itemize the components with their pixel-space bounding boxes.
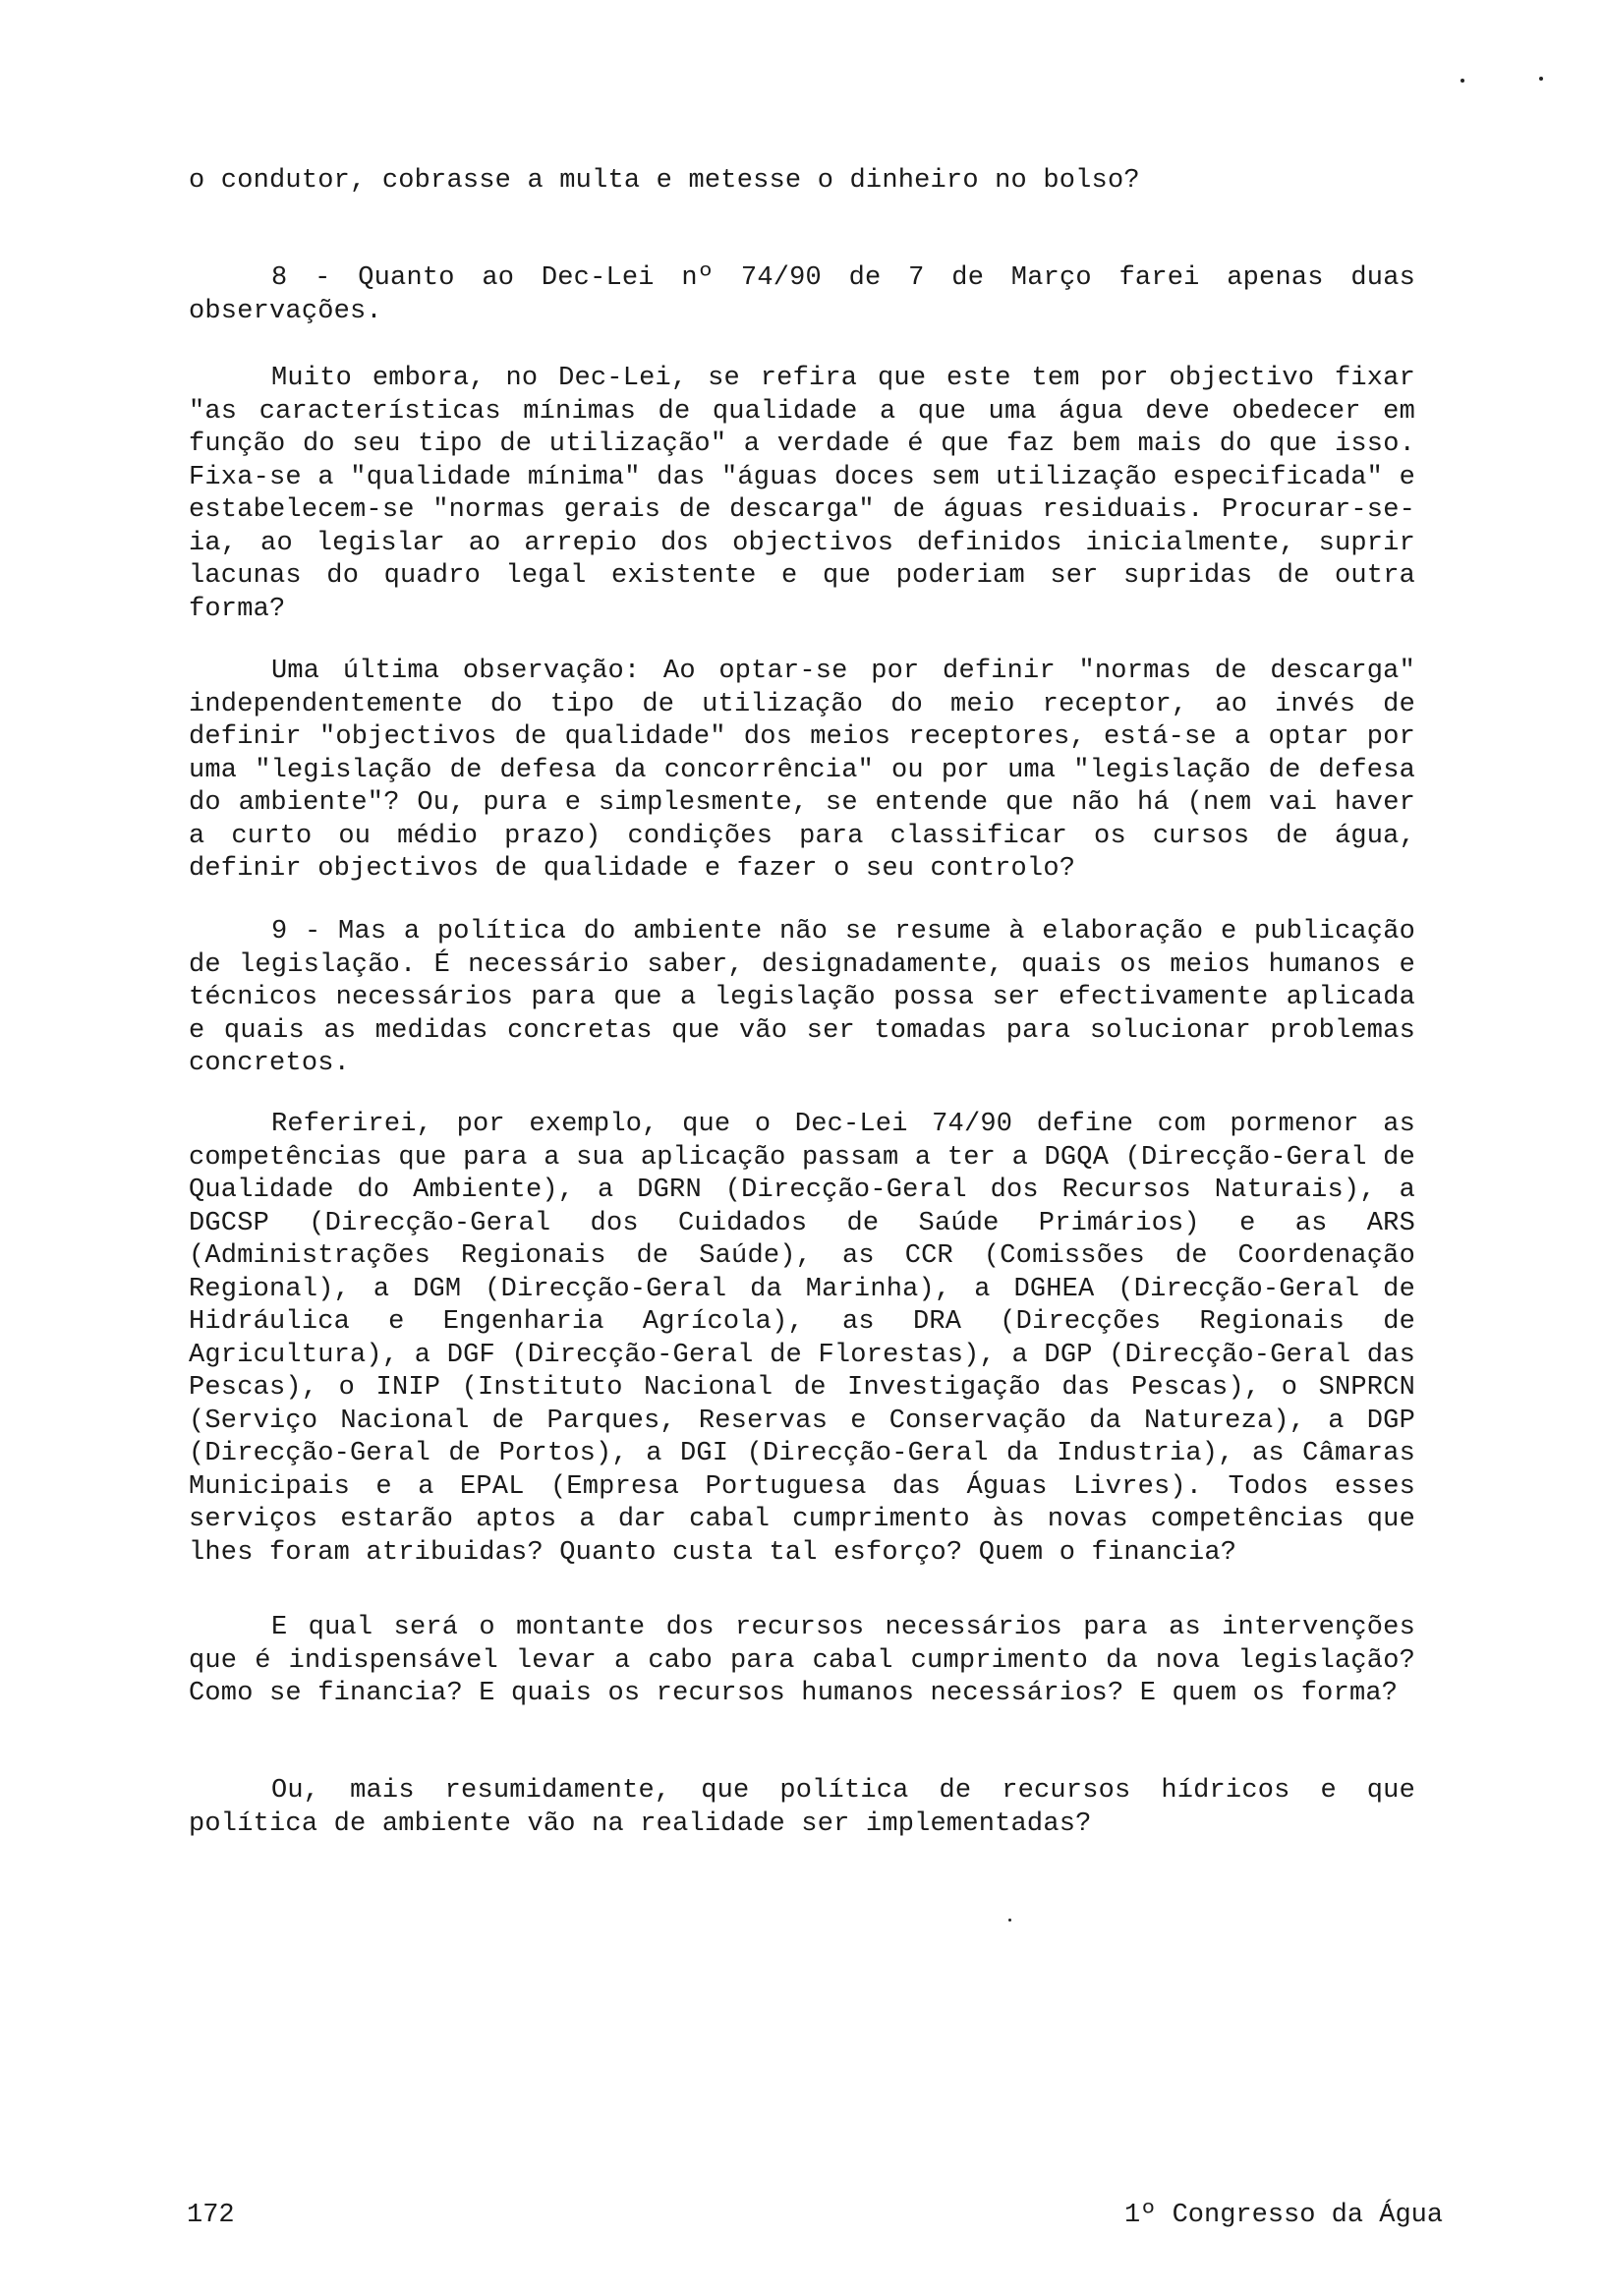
paragraph-decree-scope: Muito embora, no Dec-Lei, se refira que este tem por objectivo fixar "as características mínimas de qualidade a que uma água deve obedecer em função do seu tipo de utilização" a verdade é que faz bem mais do que isso. Fixa-se a "qualidade mínima" das "águas doces sem utilização especificada" e estabelecem-se "normas gerais de descarga" de águas residuais. Procurar-se-ia, ao legislar ao arrepio dos objectivos definidos inicialmente, suprir lacunas do quadro legal existente e que poderiam ser supridas de outra forma? [189,364,1415,624]
paragraph-item-8: 8 - Quanto ao Dec-Lei nº 74/90 de 7 de Março farei apenas duas observações. [189,263,1415,326]
paragraph-competences: Referirei, por exemplo, que o Dec-Lei 74/90 define com pormenor as competências que para a sua aplicação passam a ter a DGQA (Direcção-Geral de Qualidade do Ambiente), a DGRN (Direcção-Geral dos Recursos Naturais), a DGCSP (Direcção-Geral dos Cuidados de Saúde Primários) e as ARS (Administrações Regionais de Saúde), as CCR (Comissões de Coordenação Regional), a DGM (Direcção-Geral da Marinha), a DGHEA (Direcção-Geral de Hidráulica e Engenharia Agrícola), as DRA (Direcções Regionais de Agricultura), a DGF (Direcção-Geral de Florestas), a DGP (Direcção-Geral das Pescas), o INIP (Instituto Nacional de Investigação das Pescas), o SNPRCN (Serviço Nacional de Parques, Reservas e Conservação da Natureza), a DGP (Direcção-Geral de Portos), a DGI (Direcção-Geral da Industria), as Câmaras Municipais e a EPAL (Empresa Portuguesa das Águas Livres). Todos esses serviços estarão aptos a dar cabal cumprimento às novas competências que lhes foram atribuidas? Quanto custa tal esforço? Quem o financia? [189,1110,1415,1568]
paragraph-continuation: o condutor, cobrasse a multa e metesse o dinheiro no bolso? [189,166,1140,196]
paragraph-item-9: 9 - Mas a política do ambiente não se resume à elaboração e publicação de legislação. É necessário saber, designadamente, quais os meios humanos e técnicos necessários para que a legislação possa ser efectivamente aplicada e quais as medidas concretas que vão ser tomadas para solucionar problemas concretos. [189,917,1415,1078]
paragraph-summary-question: Ou, mais resumidamente, que política de recursos hídricos e que política de ambiente vão na realidade ser implementadas? [189,1776,1415,1839]
paragraph-resources: E qual será o montante dos recursos necessários para as intervenções que é indispensável levar a cabo para cabal cumprimento da nova legislação? Como se financia? E quais os recursos humanos necessários? E quem os forma? [189,1613,1415,1708]
scan-speck [1539,77,1543,81]
footer-congress-title: 1º Congresso da Água [1124,2201,1444,2230]
scan-speck [1461,79,1464,83]
page-number: 172 [187,2201,235,2230]
paragraph-last-observation: Uma última observação: Ao optar-se por definir "normas de descarga" independentemente do tipo de utilização do meio receptor, ao invés de definir "objectivos de qualidade" dos meios receptores, está-se a optar por uma "legislação de defesa da concorrência" ou por uma "legislação de defesa do ambiente"? Ou, pura e simplesmente, se entende que não há (nem vai haver a curto ou médio prazo) condições para classificar os cursos de água, definir objectivos de qualidade e fazer o seu controlo? [189,657,1415,884]
scan-speck [1008,1919,1011,1922]
